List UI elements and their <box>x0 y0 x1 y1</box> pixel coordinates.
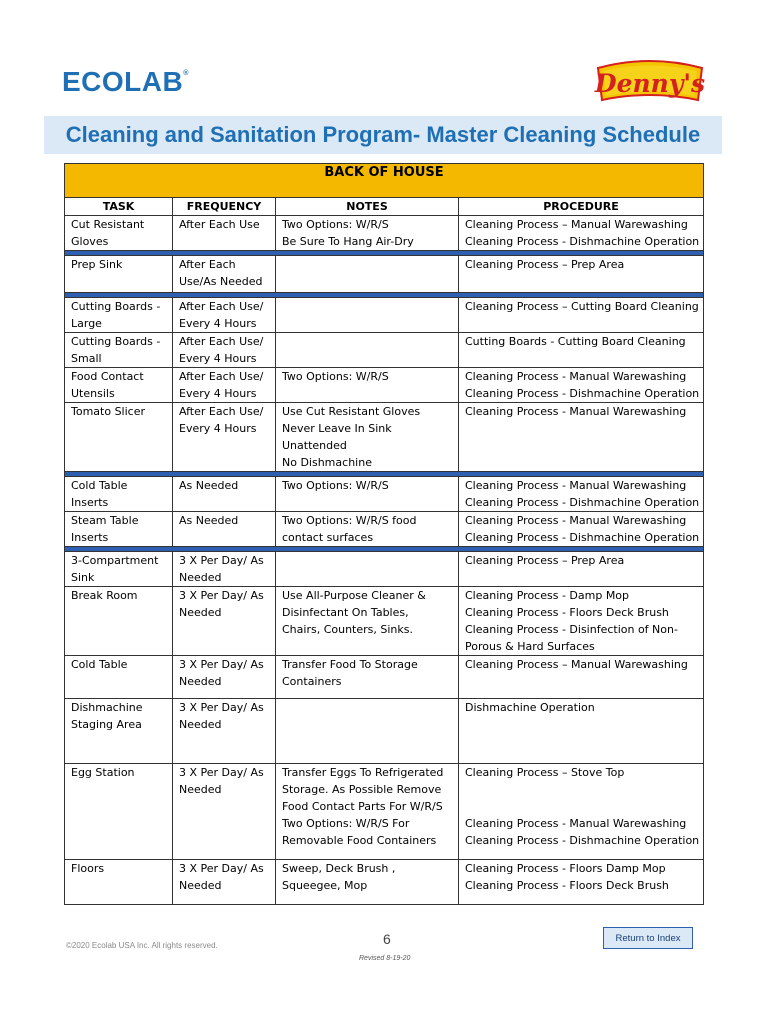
table-row <box>65 477 704 512</box>
procedure-cell <box>459 552 704 587</box>
cleaning-schedule-table <box>64 163 704 905</box>
frequency-cell <box>173 764 276 860</box>
notes-cell <box>276 403 459 472</box>
frequency-line: Needed <box>179 783 222 796</box>
table-row <box>65 656 704 699</box>
column-header-row <box>65 198 704 216</box>
section-title: BACK OF HOUSE <box>65 164 704 198</box>
table-row <box>65 333 704 368</box>
procedure-line: Cleaning Process – Prep Area <box>465 554 625 567</box>
frequency-line: As Needed <box>179 514 239 527</box>
frequency-line: Needed <box>179 879 222 892</box>
frequency-cell <box>173 256 276 293</box>
notes-line: Two Options: W/R/S <box>282 479 389 492</box>
task-line: 3-Compartment <box>71 554 159 567</box>
procedure-line: Cleaning Process - Disinfection of Non- <box>465 623 678 636</box>
task-line: Inserts <box>71 531 109 544</box>
table-row <box>65 298 704 333</box>
task-line: Dishmachine <box>71 701 143 714</box>
frequency-line: Every 4 Hours <box>179 387 257 400</box>
procedure-line: Cleaning Process – Stove Top <box>465 766 625 779</box>
notes-line: Two Options: W/R/S <box>282 218 389 231</box>
procedure-line: Cleaning Process - Manual Warewashing <box>465 514 687 527</box>
frequency-cell <box>173 403 276 472</box>
task-cell <box>65 216 173 251</box>
task-cell <box>65 477 173 512</box>
task-cell <box>65 656 173 699</box>
column-header-frequency: FREQUENCY <box>173 198 276 216</box>
task-cell <box>65 256 173 293</box>
title-banner <box>44 116 722 154</box>
notes-line: Disinfectant On Tables, <box>282 606 409 619</box>
ecolab-logo: ECOLAB® <box>62 66 189 97</box>
frequency-line: After Each Use <box>179 218 260 231</box>
page-number: 6 <box>383 931 391 947</box>
frequency-line: As Needed <box>179 479 239 492</box>
table-row <box>65 368 704 403</box>
return-to-index-button[interactable]: Return to Index <box>603 927 693 949</box>
task-line: Large <box>71 317 102 330</box>
notes-line: Transfer Food To Storage <box>282 658 418 671</box>
frequency-cell <box>173 699 276 764</box>
notes-cell <box>276 477 459 512</box>
task-line: Staging Area <box>71 718 142 731</box>
procedure-cell <box>459 512 704 547</box>
procedure-line: Cleaning Process - Manual Warewashing <box>465 370 687 383</box>
notes-line: Two Options: W/R/S For <box>282 817 410 830</box>
copyright-text: ©2020 Ecolab USA Inc. All rights reserved. <box>66 941 218 950</box>
notes-cell <box>276 699 459 764</box>
procedure-cell <box>459 333 704 368</box>
table-row <box>65 216 704 251</box>
frequency-cell <box>173 216 276 251</box>
frequency-line: 3 X Per Day/ As <box>179 554 264 567</box>
procedure-cell <box>459 860 704 905</box>
notes-cell <box>276 587 459 656</box>
procedure-cell <box>459 298 704 333</box>
task-line: Food Contact <box>71 370 144 383</box>
frequency-line: Every 4 Hours <box>179 422 257 435</box>
notes-cell <box>276 512 459 547</box>
svg-text:Denny's: Denny's <box>594 69 706 98</box>
procedure-line: Cleaning Process - Floors Damp Mop <box>465 862 666 875</box>
notes-line: Two Options: W/R/S <box>282 370 389 383</box>
frequency-line: After Each Use/ <box>179 370 264 383</box>
notes-cell <box>276 216 459 251</box>
procedure-cell <box>459 368 704 403</box>
notes-cell <box>276 333 459 368</box>
column-header-task: TASK <box>65 198 173 216</box>
task-line: Floors <box>71 862 105 875</box>
task-line: Cutting Boards - <box>71 335 161 348</box>
procedure-line: Cleaning Process – Prep Area <box>465 258 625 271</box>
task-line: Prep Sink <box>71 258 123 271</box>
task-cell <box>65 403 173 472</box>
task-line: Break Room <box>71 589 138 602</box>
procedure-cell <box>459 477 704 512</box>
frequency-line: After Each Use/ <box>179 300 264 313</box>
frequency-line: Every 4 Hours <box>179 317 257 330</box>
task-cell <box>65 587 173 656</box>
procedure-line: Cleaning Process - Floors Deck Brush <box>465 879 669 892</box>
revised-date: Revised 8-19-20 <box>359 955 411 962</box>
frequency-cell <box>173 298 276 333</box>
frequency-line: 3 X Per Day/ As <box>179 589 264 602</box>
frequency-line: Use/As Needed <box>179 275 263 288</box>
procedure-line: Cutting Boards - Cutting Board Cleaning <box>465 335 686 348</box>
frequency-cell <box>173 477 276 512</box>
task-line: Cold Table <box>71 479 128 492</box>
frequency-cell <box>173 333 276 368</box>
notes-line: Containers <box>282 675 342 688</box>
frequency-cell <box>173 512 276 547</box>
notes-line: Unattended <box>282 439 347 452</box>
notes-line: Storage. As Possible Remove <box>282 783 442 796</box>
notes-line: Sweep, Deck Brush , <box>282 862 396 875</box>
page-title: Cleaning and Sanitation Program- Master Cleaning Schedule <box>65 122 701 147</box>
task-cell <box>65 699 173 764</box>
procedure-line: Cleaning Process - Floors Deck Brush <box>465 606 669 619</box>
notes-line: Use All-Purpose Cleaner & <box>282 589 426 602</box>
notes-cell <box>276 552 459 587</box>
task-line: Cut Resistant <box>71 218 145 231</box>
task-line: Gloves <box>71 235 109 248</box>
frequency-line: 3 X Per Day/ As <box>179 658 264 671</box>
task-line: Cutting Boards - <box>71 300 161 313</box>
procedure-line: Cleaning Process - Manual Warewashing <box>465 479 687 492</box>
table-row <box>65 764 704 860</box>
table-row <box>65 512 704 547</box>
frequency-line: After Each Use/ <box>179 405 264 418</box>
procedure-line: Dishmachine Operation <box>465 701 595 714</box>
notes-cell <box>276 656 459 699</box>
table-row <box>65 256 704 293</box>
procedure-line <box>465 798 697 815</box>
frequency-line: Needed <box>179 606 222 619</box>
task-line: Egg Station <box>71 766 135 779</box>
frequency-line: Needed <box>179 675 222 688</box>
section-header-row <box>65 164 704 198</box>
task-line: Small <box>71 352 102 365</box>
notes-line: Two Options: W/R/S food <box>282 514 417 527</box>
procedure-line <box>465 781 697 798</box>
task-cell <box>65 368 173 403</box>
procedure-line: Cleaning Process - Dishmachine Operation <box>465 387 700 400</box>
notes-line: Be Sure To Hang Air-Dry <box>282 235 414 248</box>
frequency-line: After Each <box>179 258 236 271</box>
frequency-line: 3 X Per Day/ As <box>179 862 264 875</box>
task-line: Sink <box>71 571 95 584</box>
notes-line: Squeegee, Mop <box>282 879 368 892</box>
procedure-line: Cleaning Process - Manual Warewashing <box>465 817 687 830</box>
notes-line: Chairs, Counters, Sinks. <box>282 623 413 636</box>
notes-line: Use Cut Resistant Gloves <box>282 405 421 418</box>
procedure-cell <box>459 764 704 860</box>
task-line: Tomato Slicer <box>71 405 146 418</box>
table-row <box>65 699 704 764</box>
notes-line: Never Leave In Sink <box>282 422 392 435</box>
notes-line: Removable Food Containers <box>282 834 437 847</box>
notes-cell <box>276 368 459 403</box>
frequency-cell <box>173 368 276 403</box>
procedure-line: Cleaning Process - Manual Warewashing <box>465 405 687 418</box>
frequency-cell <box>173 860 276 905</box>
frequency-line: 3 X Per Day/ As <box>179 766 264 779</box>
frequency-line: After Each Use/ <box>179 335 264 348</box>
procedure-line: Cleaning Process - Damp Mop <box>465 589 630 602</box>
frequency-line: Needed <box>179 718 222 731</box>
procedure-line: Cleaning Process – Manual Warewashing <box>465 658 688 671</box>
task-line: Inserts <box>71 496 109 509</box>
procedure-cell <box>459 256 704 293</box>
task-cell <box>65 298 173 333</box>
dennys-logo <box>594 56 706 108</box>
frequency-cell <box>173 656 276 699</box>
procedure-line: Cleaning Process – Cutting Board Cleaning <box>465 300 699 313</box>
notes-cell <box>276 298 459 333</box>
procedure-cell <box>459 656 704 699</box>
procedure-cell <box>459 216 704 251</box>
frequency-line: Every 4 Hours <box>179 352 257 365</box>
task-cell <box>65 764 173 860</box>
procedure-cell <box>459 587 704 656</box>
procedure-line: Cleaning Process - Dishmachine Operation <box>465 834 700 847</box>
table-row <box>65 552 704 587</box>
frequency-cell <box>173 587 276 656</box>
notes-line: contact surfaces <box>282 531 374 544</box>
notes-line: No Dishmachine <box>282 456 372 469</box>
notes-cell <box>276 256 459 293</box>
task-line: Steam Table <box>71 514 139 527</box>
task-cell <box>65 333 173 368</box>
table-row <box>65 587 704 656</box>
notes-cell <box>276 860 459 905</box>
procedure-line: Porous & Hard Surfaces <box>465 640 595 653</box>
task-line: Utensils <box>71 387 115 400</box>
table-row <box>65 403 704 472</box>
task-cell <box>65 860 173 905</box>
column-header-notes: NOTES <box>276 198 459 216</box>
procedure-line: Cleaning Process - Dishmachine Operation <box>465 531 700 544</box>
notes-cell <box>276 764 459 860</box>
procedure-line: Cleaning Process - Dishmachine Operation <box>465 235 700 248</box>
task-cell <box>65 512 173 547</box>
table-row <box>65 860 704 905</box>
task-line: Cold Table <box>71 658 128 671</box>
procedure-cell <box>459 699 704 764</box>
notes-line: Food Contact Parts For W/R/S <box>282 800 443 813</box>
procedure-line: Cleaning Process – Manual Warewashing <box>465 218 688 231</box>
column-header-procedure: PROCEDURE <box>459 198 704 216</box>
task-cell <box>65 552 173 587</box>
notes-line: Transfer Eggs To Refrigerated <box>282 766 444 779</box>
frequency-cell <box>173 552 276 587</box>
procedure-line: Cleaning Process - Dishmachine Operation <box>465 496 700 509</box>
procedure-cell <box>459 403 704 472</box>
frequency-line: 3 X Per Day/ As <box>179 701 264 714</box>
frequency-line: Needed <box>179 571 222 584</box>
